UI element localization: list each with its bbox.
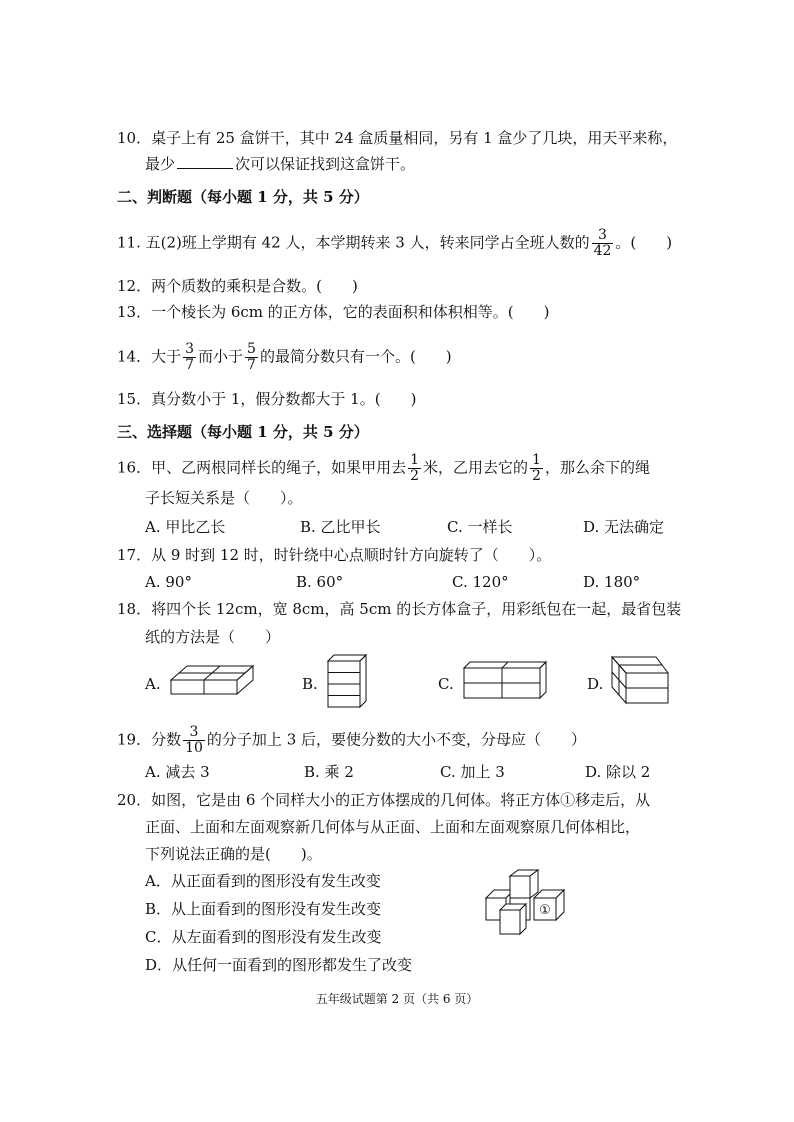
q19-option-d[interactable]: D. 除以 2 <box>585 763 651 781</box>
q20-line1: 20．如图，它是由 6 个同样大小的正方体摆成的几何体。将正方体①移走后，从 <box>117 791 651 809</box>
q12: 12．两个质数的乘积是合数。( ) <box>117 277 358 295</box>
q14-f1-den: 7 <box>185 357 195 373</box>
q14-f1-num: 3 <box>185 341 195 357</box>
q10-line2 <box>145 154 415 174</box>
q19-text-b: 的分子加上 3 后，要使分数的大小不变，分母应（ ） <box>206 730 587 749</box>
q18-option-a[interactable]: A. <box>145 675 161 693</box>
q18-option-b[interactable]: B. <box>302 675 318 693</box>
q11-frac-den: 42 <box>593 243 612 259</box>
q16-text-c: ，那么余下的绳 <box>544 458 650 477</box>
q17-option-a[interactable]: A. 90° <box>145 573 192 591</box>
q14-fraction-2 <box>245 342 258 373</box>
q16-line1 <box>117 453 650 484</box>
q19-frac-num: 3 <box>183 725 205 741</box>
q20-cube-label: ① <box>539 903 551 918</box>
q20-option-b[interactable]: B．从上面看到的图形没有发生改变 <box>145 900 382 918</box>
q18-option-d[interactable]: D. <box>587 675 604 693</box>
q16-f2-den: 2 <box>532 468 541 484</box>
q19-fraction <box>183 725 205 756</box>
q18-line2: 纸的方法是（ ） <box>145 628 281 646</box>
q16-fraction-2 <box>530 453 543 484</box>
q11 <box>117 228 672 259</box>
q16-f2-num: 1 <box>532 452 541 468</box>
q20-option-a[interactable]: A．从正面看到的图形没有发生改变 <box>145 872 381 890</box>
q16-option-a[interactable]: A. 甲比乙长 <box>145 518 226 536</box>
q18-option-c[interactable]: C. <box>438 675 454 693</box>
q13: 13．一个棱长为 6cm 的正方体，它的表面积和体积相等。( ) <box>117 303 550 321</box>
q11-text-a: 11. 五(2)班上学期有 42 人，本学期转来 3 人，转来同学占全班人数的 <box>117 233 590 252</box>
q16-f1-den: 2 <box>410 468 420 484</box>
q17-option-d[interactable]: D. 180° <box>583 573 641 591</box>
q16-text-b: 米，乙用去它的 <box>423 458 529 477</box>
q18-figure-d-deep-stack <box>610 655 672 705</box>
section3-title: 三、选择题（每小题 1 分，共 5 分） <box>117 423 369 441</box>
q11-frac-num: 3 <box>592 228 614 244</box>
q19-text-a: 19．分数 <box>117 730 182 749</box>
q10-text-a: 最少 <box>145 155 176 173</box>
q18-figure-c-wide-stack <box>462 660 548 700</box>
q11-fraction <box>592 228 614 259</box>
q14-f2-den: 7 <box>247 357 256 373</box>
q10-line1: 10．桌子上有 25 盒饼干，其中 24 盒质量相同，另有 1 盒少了几块，用天平来称， <box>117 129 678 147</box>
q16-fraction-1 <box>408 453 421 484</box>
q19-option-a[interactable]: A. 减去 3 <box>145 763 210 781</box>
section2-title: 二、判断题（每小题 1 分，共 5 分） <box>117 188 369 206</box>
q16-option-b[interactable]: B. 乙比甲长 <box>300 518 381 536</box>
q16-option-d[interactable]: D. 无法确定 <box>583 518 665 536</box>
q19-frac-den: 10 <box>185 740 203 756</box>
q14-f2-num: 5 <box>247 341 256 357</box>
q10-text-b: 次可以保证找到这盒饼干。 <box>235 155 416 173</box>
q19 <box>117 725 586 756</box>
q19-option-c[interactable]: C. 加上 3 <box>440 763 505 781</box>
q15: 15．真分数小于 1，假分数都大于 1。( ) <box>117 390 417 408</box>
q16-f1-num: 1 <box>410 452 420 468</box>
q17-option-b[interactable]: B. 60° <box>296 573 344 591</box>
q16-text-a: 16．甲、乙两根同样长的绳子，如果甲用去 <box>117 458 407 477</box>
q11-text-b: 。( ) <box>615 233 673 252</box>
q18-line1: 18．将四个长 12cm，宽 8cm，高 5cm 的长方体盒子，用彩纸包在一起，最省包装 <box>117 600 682 618</box>
q17: 17．从 9 时到 12 时，时针绕中心点顺时针方向旋转了（ ）。 <box>117 546 552 564</box>
q20-line3: 下列说法正确的是( )。 <box>145 845 322 863</box>
q16-line2: 子长短关系是（ ）。 <box>145 489 303 507</box>
q14-fraction-1 <box>183 342 196 373</box>
q10-answer-blank[interactable] <box>177 154 233 169</box>
q20-option-c[interactable]: C．从左面看到的图形没有发生改变 <box>145 928 382 946</box>
q14-text-b: 而小于 <box>198 347 244 366</box>
q19-option-b[interactable]: B. 乘 2 <box>304 763 354 781</box>
q17-option-c[interactable]: C. 120° <box>452 573 509 591</box>
q20-option-d[interactable]: D．从任何一面看到的图形都发生了改变 <box>145 956 413 974</box>
q18-figure-b-tall-stack <box>325 653 369 709</box>
page-footer: 五年级试题第 2 页（共 6 页） <box>315 992 479 1006</box>
q14-text-a: 14．大于 <box>117 347 182 366</box>
q20-cube-figure <box>480 868 574 940</box>
q14 <box>117 342 452 373</box>
q18-figure-a-flat-boxes <box>170 662 260 698</box>
q16-option-c[interactable]: C. 一样长 <box>447 518 513 536</box>
q20-line2: 正面、上面和左面观察新几何体与从正面、上面和左面观察原几何体相比， <box>145 818 641 836</box>
q14-text-c: 的最简分数只有一个。( ) <box>259 347 452 366</box>
